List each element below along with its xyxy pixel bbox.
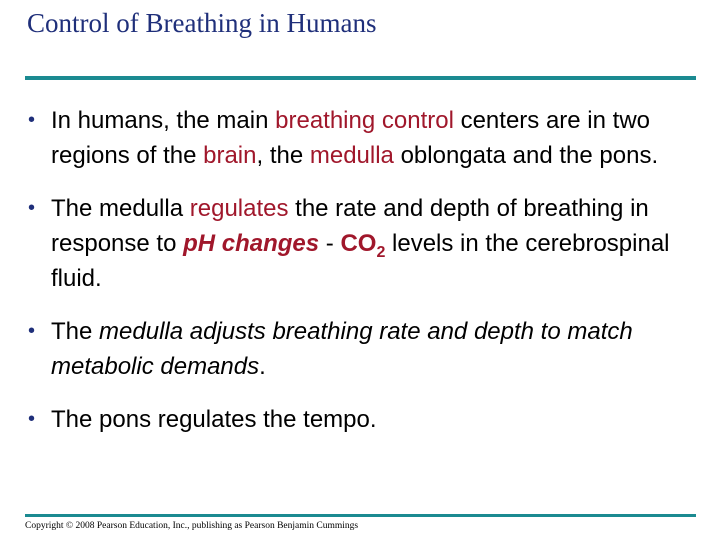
bullet-text: centers are in two regions of the bbox=[51, 107, 650, 169]
footer-divider bbox=[25, 514, 696, 517]
bullet-item bbox=[28, 314, 698, 384]
highlight-text: breathing control bbox=[275, 107, 454, 134]
bullet-item bbox=[28, 103, 698, 173]
bullet-text: In humans, the main bbox=[51, 107, 276, 134]
italic-text: medulla adjusts breathing rate and depth to match metabolic demands bbox=[51, 318, 633, 380]
bullet-text: The medulla bbox=[51, 195, 190, 222]
bullet-text: the rate and depth of breathing in response to bbox=[51, 195, 649, 257]
highlight-text: medulla bbox=[309, 142, 394, 169]
bullet-text: levels in the cerebrospinal fluid. bbox=[51, 230, 670, 292]
highlight-text: pH changes bbox=[183, 230, 320, 257]
bullet-list bbox=[28, 103, 698, 437]
bullet-marker: • bbox=[28, 197, 36, 219]
highlight-text: brain bbox=[203, 142, 257, 169]
bullet-marker: • bbox=[28, 408, 36, 430]
bullet-text: The bbox=[51, 318, 100, 345]
title-divider bbox=[25, 76, 696, 80]
bullet-item bbox=[28, 402, 698, 437]
bullet-text: oblongata and the pons. bbox=[393, 142, 659, 169]
co2-text: CO bbox=[340, 230, 377, 257]
bullet-marker: • bbox=[28, 320, 36, 342]
bullet-item bbox=[28, 191, 698, 296]
bullet-text: The pons regulates the tempo. bbox=[51, 406, 377, 433]
bullet-text: - bbox=[319, 230, 341, 257]
highlight-text bbox=[340, 230, 386, 261]
copyright-notice: Copyright © 2008 Pearson Education, Inc., publishing as Pearson Benjamin Cummings bbox=[25, 521, 359, 531]
highlight-text: regulates bbox=[189, 195, 289, 222]
bullet-marker: • bbox=[28, 109, 36, 131]
slide-title: Control of Breathing in Humans bbox=[27, 8, 377, 38]
bullet-text: , the bbox=[256, 142, 310, 169]
co2-subscript: 2 bbox=[376, 243, 386, 261]
bullet-text: . bbox=[259, 353, 266, 380]
